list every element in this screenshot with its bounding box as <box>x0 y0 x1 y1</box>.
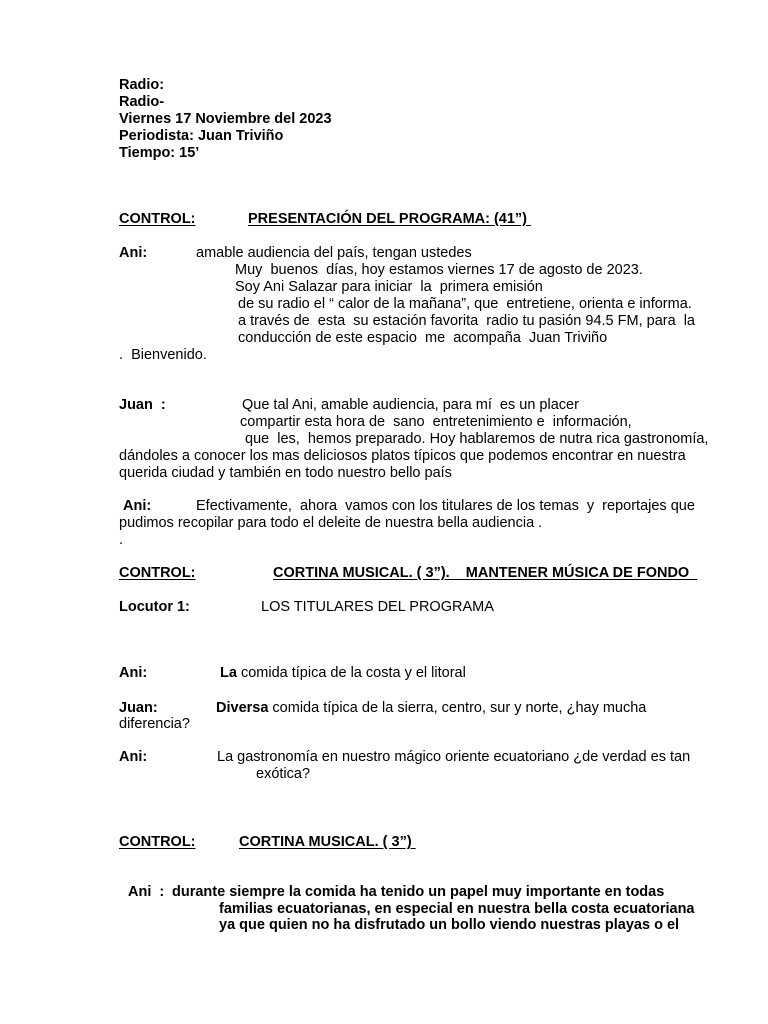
speaker-ani-4: Ani: <box>119 749 148 765</box>
locutor-1-text: LOS TITULARES DEL PROGRAMA <box>261 599 494 615</box>
speaker-ani-5: Ani : <box>128 884 165 900</box>
speaker-juan-1: Juan : <box>119 397 166 413</box>
speaker-locutor-1: Locutor 1: <box>119 599 190 615</box>
ani-5-line-2: familias ecuatorianas, en especial en nuestra bella costa ecuatoriana <box>219 901 695 917</box>
ani-1-line-4: de su radio el “ calor de la mañana”, que entretiene, orienta e informa. <box>238 296 692 312</box>
header-radio: Radio: <box>119 77 165 93</box>
header-radio-2: Radio- <box>119 94 165 110</box>
juan-2-line-2: diferencia? <box>119 716 190 732</box>
ani-2-line-2: pudimos recopilar para todo el deleite de nuestra bella audiencia . <box>119 515 543 531</box>
juan-2-line <box>216 700 646 717</box>
control-1-text: PRESENTACIÓN DEL PROGRAMA: (41”) <box>248 211 532 227</box>
header-tiempo: Tiempo: 15’ <box>119 145 200 161</box>
control-2-text: CORTINA MUSICAL. ( 3”). MANTENER MÚSICA DE FONDO <box>273 565 698 581</box>
control-1-label: CONTROL: <box>119 211 196 227</box>
ani-1-line-2: Muy buenos días, hoy estamos viernes 17 de agosto de 2023. <box>235 262 643 278</box>
speaker-ani-2: Ani: <box>123 498 152 514</box>
ani-1-line-6: conducción de este espacio me acompaña Juan Triviño <box>238 330 608 346</box>
speaker-ani-3: Ani: <box>119 665 148 681</box>
ani-3-bold-word: La <box>220 665 237 681</box>
control-2-label: CONTROL: <box>119 565 196 581</box>
juan-1-line-4: dándoles a conocer los mas deliciosos platos típicos que podemos encontrar en nuestra <box>119 448 686 464</box>
juan-1-line-3: que les, hemos preparado. Hoy hablaremos de nutra rica gastronomía, <box>245 431 709 447</box>
ani-5-line-3: ya que quien no ha disfrutado un bollo viendo nuestras playas o el <box>219 917 680 933</box>
header-periodista: Periodista: Juan Triviño <box>119 128 284 144</box>
ani-2-line-3: . <box>119 532 124 548</box>
ani-3-text: comida típica de la costa y el litoral <box>236 665 466 681</box>
speaker-juan-2: Juan: <box>119 700 158 716</box>
control-3-label: CONTROL: <box>119 834 196 850</box>
ani-3-line <box>220 665 466 682</box>
juan-2-text: comida típica de la sierra, centro, sur y norte, ¿hay mucha <box>268 700 647 716</box>
ani-1-line-3: Soy Ani Salazar para iniciar la primera emisión <box>235 279 543 295</box>
juan-2-bold-word: Diversa <box>216 700 269 716</box>
header-date: Viernes 17 Noviembre del 2023 <box>119 111 332 127</box>
ani-1-line-1: amable audiencia del país, tengan ustedes <box>196 245 472 261</box>
juan-1-line-2: compartir esta hora de sano entretenimiento e información, <box>240 414 632 430</box>
control-3-text: CORTINA MUSICAL. ( 3”) <box>239 834 416 850</box>
ani-4-line-2: exótica? <box>256 766 311 782</box>
ani-4-line-1: La gastronomía en nuestro mágico oriente ecuatoriano ¿de verdad es tan <box>217 749 691 765</box>
ani-1-line-7: . Bienvenido. <box>119 347 207 363</box>
juan-1-line-5: querida ciudad y también en todo nuestro bello país <box>119 465 452 481</box>
ani-1-line-5: a través de esta su estación favorita radio tu pasión 94.5 FM, para la <box>238 313 695 329</box>
speaker-ani-1: Ani: <box>119 245 148 261</box>
juan-1-line-1: Que tal Ani, amable audiencia, para mí es un placer <box>242 397 579 413</box>
ani-2-line-1: Efectivamente, ahora vamos con los titulares de los temas y reportajes que <box>196 498 695 514</box>
ani-5-line-1: durante siempre la comida ha tenido un papel muy importante en todas <box>172 884 665 900</box>
